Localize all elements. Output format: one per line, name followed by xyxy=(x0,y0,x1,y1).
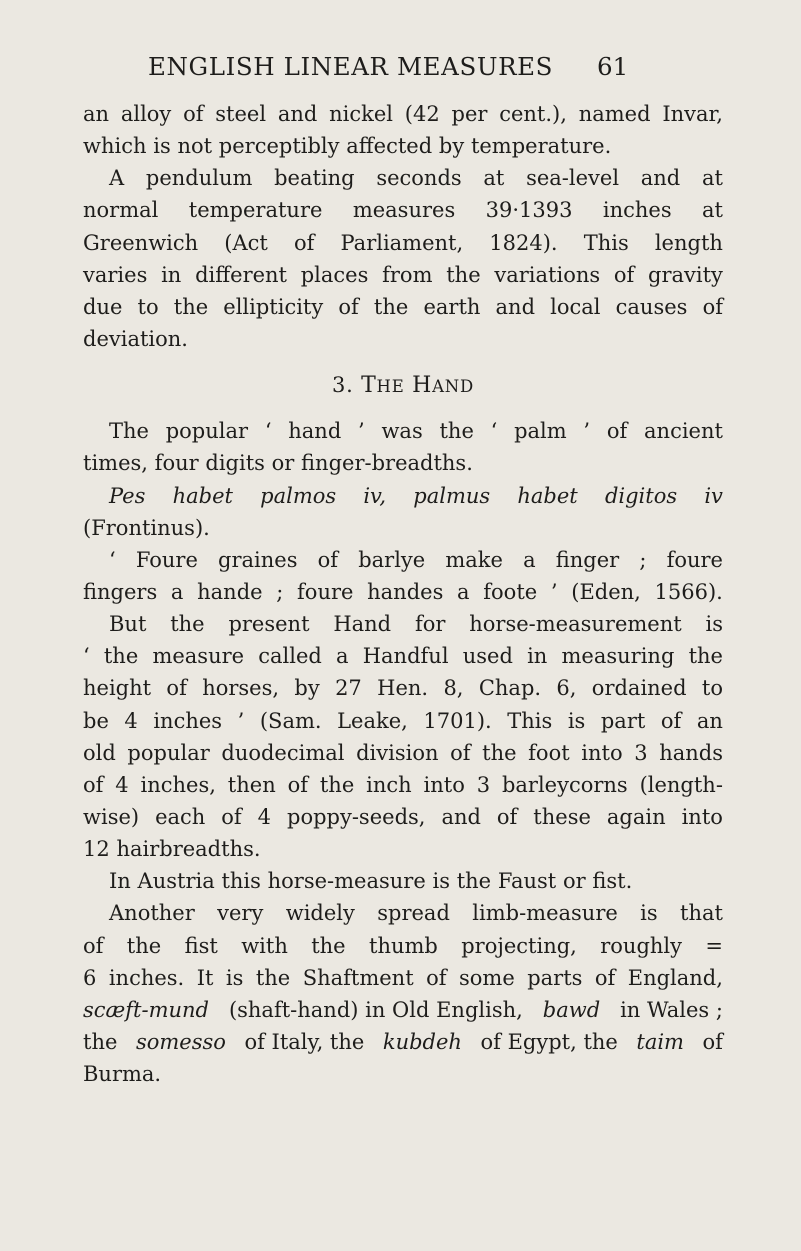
word: or xyxy=(271,451,295,476)
word: temperature xyxy=(188,198,323,223)
word: is xyxy=(153,134,171,159)
word: a xyxy=(523,547,536,572)
word: England, xyxy=(627,965,723,990)
word: (Eden, xyxy=(571,579,641,604)
word: ‘ xyxy=(83,644,90,669)
word: The xyxy=(109,419,149,444)
word: hairbreadths. xyxy=(116,837,261,862)
word: an xyxy=(83,102,110,126)
word: affected xyxy=(346,134,433,159)
word: to xyxy=(701,676,723,701)
text-line xyxy=(83,640,723,672)
word: and xyxy=(640,166,681,191)
word: height xyxy=(83,676,152,701)
word: temperature. xyxy=(470,134,612,159)
word: (Act xyxy=(224,230,268,255)
word: horse-measurement xyxy=(469,612,682,637)
word: (length- xyxy=(639,772,723,797)
word: each xyxy=(155,804,206,829)
word: 1701). xyxy=(423,708,492,733)
word: and xyxy=(495,294,536,319)
word: Invar, xyxy=(662,102,723,126)
word: 27 xyxy=(335,676,362,701)
text-run: (shaft-hand) in Old English, xyxy=(228,997,523,1022)
latin-quote-line xyxy=(83,480,723,512)
word: Austria xyxy=(137,869,215,894)
word: of xyxy=(287,772,308,797)
text-line xyxy=(83,544,723,576)
word: of xyxy=(594,965,616,990)
word: parts xyxy=(527,965,583,990)
page-header xyxy=(0,52,801,92)
word: projecting, xyxy=(461,933,577,958)
word: used xyxy=(462,644,513,669)
word: a xyxy=(170,579,184,604)
text-line xyxy=(83,930,723,962)
text-line xyxy=(83,259,723,291)
word: of xyxy=(183,102,204,126)
word: four xyxy=(154,451,199,476)
word: part xyxy=(600,708,646,733)
word: a xyxy=(457,579,470,604)
text-line xyxy=(83,1058,723,1090)
word: measuring xyxy=(561,644,675,669)
word: gravity xyxy=(648,262,723,287)
word: Burma. xyxy=(83,1062,162,1087)
word: limb-measure xyxy=(472,901,618,926)
word: of xyxy=(702,294,723,319)
word: palm xyxy=(514,419,567,444)
word: Leake, xyxy=(337,708,408,733)
section-number: 3. xyxy=(331,373,354,398)
word: was xyxy=(381,419,423,444)
word: normal xyxy=(83,198,159,223)
text-line xyxy=(83,415,723,447)
word: the xyxy=(373,294,409,319)
word: (Sam. xyxy=(259,708,322,733)
word: graines xyxy=(218,547,298,572)
word: wise) xyxy=(83,804,140,829)
word: ‘ xyxy=(490,419,498,444)
word: is xyxy=(640,901,658,926)
word: 4 xyxy=(115,772,129,797)
word: ‘ xyxy=(264,419,272,444)
word: ‘ xyxy=(109,547,116,572)
word: called xyxy=(258,644,322,669)
word: present xyxy=(228,612,310,637)
word: ellipticity xyxy=(223,294,324,319)
word: is xyxy=(432,869,450,894)
word: different xyxy=(195,262,287,287)
word: that xyxy=(680,901,723,926)
word: the xyxy=(255,965,291,990)
word: of xyxy=(450,740,471,765)
word: inches, xyxy=(140,772,216,797)
word: per xyxy=(451,102,488,126)
word: causes xyxy=(615,294,688,319)
text-line xyxy=(83,865,723,897)
word: at xyxy=(483,166,505,191)
word: length xyxy=(654,230,723,255)
word: 39·1393 xyxy=(485,198,573,223)
word: 1566). xyxy=(654,579,723,604)
word: inch xyxy=(366,772,412,797)
word: the xyxy=(311,933,346,958)
word: into xyxy=(423,772,465,797)
word: is xyxy=(225,965,244,990)
word: horse-measure xyxy=(267,869,426,894)
word: 4 xyxy=(257,804,272,829)
word: into xyxy=(581,740,623,765)
word: 3 xyxy=(476,772,491,797)
word: Hand xyxy=(333,612,392,637)
text-run: of Egypt, the xyxy=(480,1029,618,1054)
word: digits xyxy=(205,451,265,476)
word: the xyxy=(688,644,723,669)
word: seconds xyxy=(376,166,462,191)
word: and xyxy=(441,804,481,829)
text-line xyxy=(83,291,723,323)
word: 8, xyxy=(443,676,464,701)
word: old xyxy=(83,740,116,765)
word: by xyxy=(438,134,465,159)
word: fist. xyxy=(592,869,633,894)
word: make xyxy=(445,547,503,572)
word: palmos xyxy=(260,483,337,508)
text-line xyxy=(83,576,723,608)
word: not xyxy=(177,134,213,159)
word: earth xyxy=(423,294,481,319)
word: the xyxy=(103,644,139,669)
word: the xyxy=(170,612,205,637)
text-line xyxy=(83,833,723,865)
word: handes xyxy=(367,579,444,604)
word: then xyxy=(227,772,276,797)
word: the xyxy=(446,262,481,287)
word: the xyxy=(482,740,517,765)
word: at xyxy=(702,198,723,223)
word: Faust xyxy=(497,869,557,894)
word: 3 xyxy=(634,740,648,765)
word: hands xyxy=(659,740,723,765)
word: the xyxy=(173,294,209,319)
word: of xyxy=(293,230,315,255)
word: 6, xyxy=(556,676,577,701)
word: poppy-seeds, xyxy=(287,804,426,829)
word: inches. xyxy=(108,965,185,990)
word: pendulum xyxy=(145,166,253,191)
word: ancient xyxy=(644,419,723,444)
text-line xyxy=(83,512,723,544)
word: thumb xyxy=(369,933,438,958)
word: Shaftment xyxy=(302,965,414,990)
text-line xyxy=(83,897,723,929)
word: deviation. xyxy=(83,326,188,351)
text-line xyxy=(83,962,723,994)
word: these xyxy=(533,804,591,829)
word: varies xyxy=(83,262,148,287)
word: or xyxy=(562,869,586,894)
word: be xyxy=(83,708,109,733)
word: this xyxy=(221,869,261,894)
word: But xyxy=(109,612,147,637)
word: Foure xyxy=(135,547,198,572)
text-line xyxy=(83,705,723,737)
page-number: 61 xyxy=(597,52,629,81)
word: ; xyxy=(276,579,284,604)
word: Hen. xyxy=(377,676,429,701)
text-line xyxy=(83,447,723,479)
word: measure xyxy=(152,644,245,669)
word: This xyxy=(583,230,629,255)
word: of xyxy=(660,708,682,733)
text-line xyxy=(83,608,723,640)
word: to xyxy=(137,294,159,319)
word: is xyxy=(567,708,586,733)
word: named xyxy=(578,102,651,126)
word: barleycorns xyxy=(501,772,628,797)
word: Handful xyxy=(362,644,449,669)
text-line xyxy=(83,227,723,259)
word: very xyxy=(217,901,264,926)
text-line xyxy=(83,130,723,162)
italic-term: bawd xyxy=(542,997,601,1022)
word: for xyxy=(414,612,446,637)
word: foot xyxy=(528,740,570,765)
word: spread xyxy=(377,901,450,926)
word: with xyxy=(241,933,288,958)
word: cent.), xyxy=(499,102,567,126)
word: of xyxy=(496,804,518,829)
text-line xyxy=(83,162,723,194)
word: into xyxy=(681,804,723,829)
italic-term: kubdeh xyxy=(382,1029,462,1054)
word: ’ xyxy=(358,419,365,444)
word: in xyxy=(161,262,182,287)
word: local xyxy=(550,294,601,319)
text-line xyxy=(83,801,723,833)
mixed-text-line xyxy=(83,994,723,1026)
word: measures xyxy=(352,198,456,223)
word: foure xyxy=(297,579,354,604)
word: habet xyxy=(172,483,233,508)
word: variations xyxy=(494,262,601,287)
word: due xyxy=(83,294,123,319)
text-line xyxy=(83,737,723,769)
word: places xyxy=(300,262,369,287)
word: Pes xyxy=(109,483,146,508)
word: from xyxy=(382,262,433,287)
word: A xyxy=(109,166,125,191)
word: ’ xyxy=(550,579,558,604)
word: in xyxy=(527,644,548,669)
word: of xyxy=(426,965,447,990)
word: finger xyxy=(555,547,620,572)
word: foote xyxy=(483,579,538,604)
text-run: the xyxy=(83,1029,118,1054)
word: iv xyxy=(704,483,723,508)
word: iv, xyxy=(363,483,387,508)
word: a xyxy=(336,644,349,669)
body-text xyxy=(83,98,723,1090)
word: the xyxy=(439,419,474,444)
word: division xyxy=(356,740,439,765)
word: of xyxy=(166,676,187,701)
word: some xyxy=(458,965,515,990)
word: digitos xyxy=(604,483,678,508)
text-line xyxy=(83,769,723,801)
word: sea-level xyxy=(526,166,620,191)
word: 6 xyxy=(83,965,97,990)
word: nickel xyxy=(329,102,394,126)
word: This xyxy=(507,708,553,733)
italic-term: taim xyxy=(636,1029,684,1054)
word: 4 xyxy=(124,708,138,733)
text-line xyxy=(83,323,723,355)
section-heading xyxy=(83,369,723,401)
word: of xyxy=(338,294,359,319)
word: of xyxy=(83,772,104,797)
text-run: of Italy, the xyxy=(244,1029,365,1054)
word: is xyxy=(705,612,723,637)
word: inches xyxy=(602,198,672,223)
word: by xyxy=(294,676,320,701)
running-head: ENGLISH LINEAR MEASURES xyxy=(148,52,553,81)
word: the xyxy=(456,869,492,894)
text-line xyxy=(83,194,723,226)
word: 12 xyxy=(83,837,110,862)
word: at xyxy=(701,166,723,191)
text-run: of xyxy=(702,1029,723,1054)
word: beating xyxy=(274,166,355,191)
word: which xyxy=(83,134,147,159)
word: the xyxy=(319,772,355,797)
word: of xyxy=(613,262,635,287)
word: ; xyxy=(639,547,647,572)
word: palmus xyxy=(413,483,491,508)
word: alloy xyxy=(120,102,172,126)
word: widely xyxy=(285,901,355,926)
word: the xyxy=(126,933,162,958)
word: In xyxy=(109,869,131,894)
word: barlye xyxy=(358,547,426,572)
word: Chap. xyxy=(478,676,542,701)
word: Another xyxy=(109,901,195,926)
word: times, xyxy=(83,451,148,476)
word: and xyxy=(277,102,318,126)
word: finger-breadths. xyxy=(301,451,473,476)
word: popular xyxy=(165,419,249,444)
word: 1824). xyxy=(489,230,558,255)
text-line xyxy=(83,672,723,704)
word: an xyxy=(696,708,723,733)
italic-term: scæft-mund xyxy=(83,997,209,1022)
section-title: THE HAND xyxy=(361,373,475,399)
word: steel xyxy=(215,102,267,126)
word: of xyxy=(221,804,242,829)
word: Parliament, xyxy=(340,230,464,255)
word: of xyxy=(83,933,104,958)
word: horses, xyxy=(202,676,280,701)
text-line xyxy=(83,98,723,130)
word: popular xyxy=(127,740,210,765)
word: of xyxy=(606,419,628,444)
word: (Frontinus). xyxy=(83,515,210,540)
text-run: in Wales ; xyxy=(620,997,723,1022)
word: habet xyxy=(517,483,578,508)
mixed-text-line xyxy=(83,1026,723,1058)
italic-term: somesso xyxy=(135,1029,226,1054)
word: foure xyxy=(666,547,723,572)
word: It xyxy=(196,965,214,990)
word: ordained xyxy=(591,676,687,701)
word: again xyxy=(606,804,666,829)
word: hande xyxy=(197,579,263,604)
word: inches xyxy=(153,708,223,733)
word: fist xyxy=(184,933,218,958)
word: fingers xyxy=(83,579,158,604)
word: hand xyxy=(288,419,342,444)
word: Greenwich xyxy=(83,230,199,255)
word: perceptibly xyxy=(218,134,340,159)
word: ’ xyxy=(237,708,245,733)
word: of xyxy=(317,547,339,572)
word: duodecimal xyxy=(221,740,345,765)
word: (42 xyxy=(404,102,440,126)
word: = xyxy=(705,933,723,958)
word: ’ xyxy=(583,419,591,444)
word: roughly xyxy=(600,933,682,958)
